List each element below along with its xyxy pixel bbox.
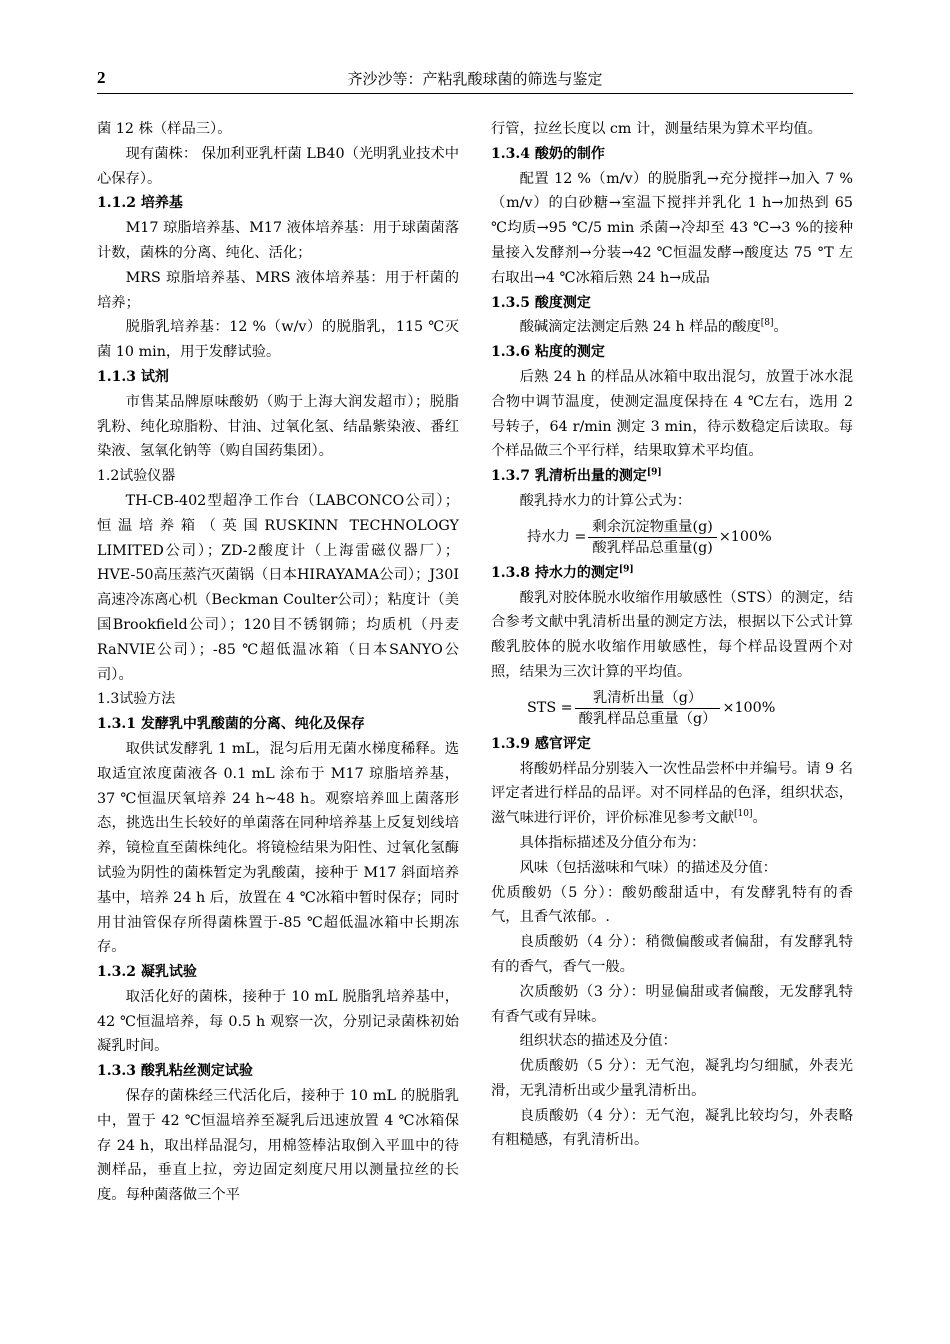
- section-heading-1-3-7: [491, 464, 853, 489]
- paragraph: [491, 757, 853, 831]
- paragraph: 次质酸奶（3 分）：明显偏甜或者偏酸，无发酵乳特有香气或有异味。: [491, 983, 853, 1025]
- section-heading-1-2: 1.2试验仪器: [97, 468, 176, 485]
- section-heading-1-3-8: [491, 561, 853, 586]
- citation: [9]: [618, 564, 634, 575]
- section-heading-1-3-9: 1.3.9 感官评定: [491, 735, 591, 752]
- section-heading-1-3-1: 1.3.1 发酵乳中乳酸菌的分离、纯化及保存: [97, 716, 365, 733]
- citation: [8]: [760, 318, 774, 329]
- section-heading-1-3-5: 1.3.5 酸度测定: [491, 294, 591, 311]
- formula-denominator: 酸乳样品总重量(g): [592, 539, 713, 556]
- right-column: [491, 117, 853, 1153]
- formula-lhs: STS =: [527, 699, 573, 716]
- paragraph: MRS 琼脂培养基、MRS 液体培养基：用于杆菌的培养；: [97, 269, 459, 311]
- formula-rhs: ×100%: [722, 699, 776, 716]
- section-heading-1-1-3: 1.1.3 试剂: [97, 368, 169, 385]
- heading-text: 1.3.7 乳清析出量的测定: [491, 468, 647, 485]
- paragraph-text: 。: [752, 810, 767, 827]
- formula-fraction: [588, 517, 716, 558]
- formula-lhs: 持水力 =: [527, 528, 587, 545]
- formula-numerator: 剩余沉淀物重量(g): [592, 518, 713, 535]
- paragraph: 良质酸奶（4 分）：无气泡，凝乳比较均匀，外表略有粗糙感，有乳清析出。: [491, 1107, 853, 1149]
- paragraph: 配置 12 %（m/v）的脱脂乳→充分搅拌→加入 7 %（m/v）的白砂糖→室温下搅拌并乳化 1 h→加热到 65 ℃均质→95 ℃/5 min 杀菌→冷却至 43 ℃→3 %的接种量接入发酵剂→分装→42 ℃恒温发酵→酸度达 75 °T 左右取出→4 ℃冰箱后熟 24 h→成品: [491, 170, 853, 286]
- paragraph: 酸乳对胶体脱水收缩作用敏感性（STS）的测定，结合参考文献中乳清析出量的测定方法，根据以下公式计算酸乳胶体的脱水收缩作用敏感性，每个样品设置两个对照，结果为三次计算的平均值。: [491, 589, 853, 680]
- paragraph: 取活化好的菌株，接种于 10 mL 脱脂乳培养基中，42 ℃恒温培养，每 0.5 h 观察一次，分别记录菌株初始凝乳时间。: [97, 988, 459, 1055]
- left-column: [97, 117, 459, 1208]
- water-holding-formula: [527, 517, 853, 558]
- paragraph: 组织状态的描述及分值：: [519, 1033, 677, 1050]
- header-rule: [97, 93, 853, 94]
- paragraph: 酸乳持水力的计算公式为：: [519, 492, 692, 509]
- paragraph: TH-CB-402型超净工作台（LABCONCO公司）；恒温培养箱（英国RUSKINN TECHNOLOGY LIMITED公司）；ZD-2酸度计（上海雷磁仪器厂）；HVE-50高压蒸汽灭菌锅（日本HIRAYAMA公司）；J30I高速冷冻离心机（Beckman Coulter公司）；粘度计（美国Brookfield公司）；120目不锈钢筛；均质机（丹麦RaNVIE公司）；-85 ℃超低温冰箱（日本SANYO公司）。: [97, 492, 459, 683]
- citation: [10]: [734, 809, 753, 820]
- section-heading-1-3-6: 1.3.6 粘度的测定: [491, 344, 605, 361]
- paragraph: 取供试发酵乳 1 mL，混匀后用无菌水梯度稀释。选取适宜浓度菌液各 0.1 mL 涂布于 M17 琼脂培养基，37 ℃恒温厌氧培养 24 h~48 h。观察培养皿上菌落形态，挑选出生长较好的单菌落在同种培养基上反复划线培养，镜检直至菌株纯化。将镜检结果为阳性、过氧化氢酶试验为阴性的菌株暂定为乳酸菌，接种于 M17 斜面培养基中，培养 24 h 后，放置在 4 ℃冰箱中暂时保存；同时用甘油管保存所得菌株置于-85 ℃超低温冰箱中长期冻存。: [97, 740, 459, 956]
- heading-text: 1.3.8 持水力的测定: [491, 564, 619, 581]
- paragraph: 后熟 24 h 的样品从冰箱中取出混匀，放置于冰水混合物中调节温度，使测定温度保持在 4 ℃左右，选用 2 号转子，64 r/min 测定 3 min，待示数稳定后读取。每个样品做三个平行样，结果取算术平均值。: [491, 368, 853, 460]
- paragraph: 优质酸奶（5 分）：无气泡，凝乳均匀细腻，外表光滑，无乳清析出或少量乳清析出。: [491, 1058, 853, 1099]
- paragraph: 具体指标描述及分值分布为：: [519, 834, 706, 851]
- paragraph: 菌 12 株（样品三）。: [97, 121, 232, 137]
- section-heading-1-1-2: 1.1.2 培养基: [97, 195, 183, 212]
- formula-numerator: 乳清析出量（g）: [592, 689, 703, 706]
- citation: [9]: [646, 467, 662, 478]
- paragraph-text: 。: [773, 319, 788, 336]
- paragraph: 保存的菌株经三代活化后，接种于 10 mL 的脱脂乳中，置于 42 ℃恒温培养至凝乳后迅速放置 4 ℃冰箱保存 24 h，取出样品混匀，用棉签棒沾取倒入平皿中的待测样品，垂直上拉，旁边固定刻度尺用以测量拉丝的长度。每种菌落做三个平: [97, 1088, 459, 1204]
- paragraph-text: 将酸奶样品分别装入一次性品尝杯中并编号。请 9 名评定者进行样品的品评。对不同样品的色泽，组织状态，滋气味进行评价，评价标准见参考文献: [491, 760, 853, 827]
- paragraph: [491, 315, 853, 340]
- section-heading-1-3-4: 1.3.4 酸奶的制作: [491, 145, 605, 162]
- paragraph: M17 琼脂培养基、M17 液体培养基：用于球菌菌落计数，菌株的分离、纯化、活化；: [97, 220, 459, 261]
- formula-fraction: [575, 688, 721, 729]
- section-heading-1-3-3: 1.3.3 酸乳粘丝测定试验: [97, 1063, 253, 1080]
- page-number: 2: [97, 68, 106, 87]
- sts-formula: [527, 688, 853, 729]
- paragraph: 现有菌株： 保加利亚乳杆菌 LB40（光明乳业技术中心保存）。: [97, 145, 459, 187]
- paragraph: 市售某品牌原味酸奶（购于上海大润发超市）；脱脂乳粉、纯化琼脂粉、甘油、过氧化氢、结晶紫染液、番红染液、氢氧化钠等（购自国药集团）。: [97, 393, 459, 460]
- paragraph: 良质酸奶（4 分）：稍微偏酸或者偏甜，有发酵乳特有的香气，香气一般。: [491, 934, 853, 975]
- section-heading-1-3: 1.3试验方法: [97, 691, 176, 708]
- page-header: [97, 66, 853, 90]
- formula-rhs: ×100%: [718, 528, 772, 545]
- paragraph: 优质酸奶（5 分）：酸奶酸甜适中，有发酵乳特有的香气，且香气浓郁。.: [491, 884, 853, 926]
- section-heading-1-3-2: 1.3.2 凝乳试验: [97, 964, 197, 981]
- paragraph: 行管，拉丝长度以 cm 计，测量结果为算术平均值。: [491, 121, 822, 137]
- paragraph: 脱脂乳培养基：12 %（w/v）的脱脂乳，115 ℃灭菌 10 min，用于发酵试验。: [97, 319, 459, 361]
- running-title: 齐沙沙等：产粘乳酸球菌的筛选与鉴定: [347, 70, 603, 88]
- paragraph: 风味（包括滋味和气味）的描述及分值：: [519, 859, 777, 876]
- paragraph-text: 酸碱滴定法测定后熟 24 h 样品的酸度: [519, 319, 761, 336]
- formula-denominator: 酸乳样品总重量（g）: [578, 710, 717, 727]
